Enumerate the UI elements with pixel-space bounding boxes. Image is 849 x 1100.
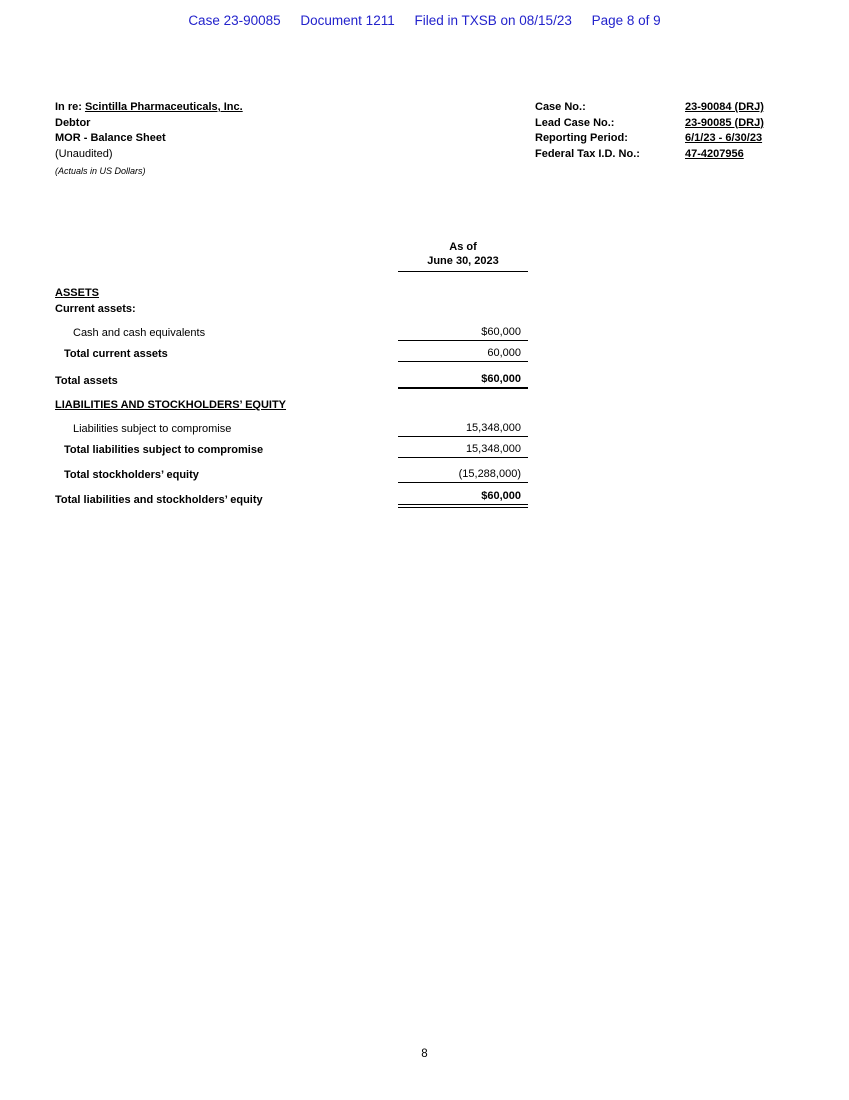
case-no-value: 23-90084 (DRJ) [685, 101, 764, 113]
row-label: ASSETS [55, 287, 100, 299]
row-label: Total stockholders’ equity [64, 469, 199, 481]
lead-case-no-label: Lead Case No.: [535, 116, 615, 129]
reporting-period-value: 6/1/23 - 6/30/23 [685, 132, 763, 144]
row-value: $60,000 [398, 325, 528, 341]
row-label: Total current assets [64, 348, 168, 360]
case-number-stamp: Case 23-90085 [188, 13, 281, 28]
federal-tax-id-value: 47-4207956 [685, 147, 744, 160]
table-row-cash [55, 325, 528, 341]
column-header-line1: As of [449, 241, 477, 253]
table-row-total-liabilities-subject [55, 442, 528, 458]
reporting-period-label: Reporting Period: [535, 132, 628, 144]
in-re-line [55, 100, 243, 116]
row-value: 15,348,000 [398, 442, 528, 458]
company-name: Scintilla Pharmaceuticals, Inc. [84, 101, 243, 113]
row-value: $60,000 [398, 489, 528, 508]
row-value: (15,288,000) [398, 467, 528, 483]
row-value: 60,000 [398, 346, 528, 362]
table-row-current-assets [55, 302, 528, 317]
page-count-stamp: Page 8 of 9 [591, 13, 661, 28]
table-row-total-assets [55, 372, 528, 389]
row-value: $60,000 [398, 372, 528, 389]
filed-date-stamp: Filed in TXSB on 08/15/23 [414, 13, 572, 28]
case-no-label: Case No.: [535, 101, 586, 113]
table-row-total-stockholders-equity [55, 467, 528, 483]
case-info-row [535, 147, 764, 163]
document-number-stamp: Document 1211 [300, 13, 395, 28]
row-label: Total liabilities and stockholders’ equity [55, 494, 263, 506]
case-info-row [535, 116, 764, 132]
currency-note: (Actuals in US Dollars) [55, 166, 146, 176]
audit-note: (Unaudited) [55, 147, 113, 160]
table-row-total-liabilities-and-equity [55, 489, 528, 508]
column-header-row [55, 240, 528, 272]
column-header-line2: June 30, 2023 [427, 255, 499, 267]
in-re-label: In re: [55, 101, 82, 113]
table-row-liabilities-section [55, 398, 528, 413]
debtor-block [55, 100, 243, 180]
case-info-row [535, 100, 764, 116]
court-stamp-header [0, 13, 849, 28]
case-info-row [535, 131, 764, 147]
debtor-label: Debtor [55, 116, 91, 129]
row-label: Total liabilities subject to compromise [64, 444, 264, 456]
row-value: 15,348,000 [398, 421, 528, 437]
page-number: 8 [421, 1048, 428, 1060]
lead-case-no-value: 23-90085 (DRJ) [685, 116, 764, 129]
federal-tax-id-label: Federal Tax I.D. No.: [535, 147, 640, 160]
case-info-block [535, 100, 764, 162]
table-row-total-current-assets [55, 346, 528, 362]
row-label: Cash and cash equivalents [73, 327, 206, 339]
row-label: Current assets: [55, 303, 136, 315]
report-title: MOR - Balance Sheet [55, 132, 166, 144]
balance-sheet-table [55, 240, 528, 508]
table-row-assets-section [55, 286, 528, 301]
row-label: LIABILITIES AND STOCKHOLDERS’ EQUITY [55, 399, 287, 411]
table-row-liabilities-subject [55, 421, 528, 437]
column-header [398, 240, 528, 272]
row-label: Total assets [55, 375, 118, 387]
row-label: Liabilities subject to compromise [73, 423, 232, 435]
